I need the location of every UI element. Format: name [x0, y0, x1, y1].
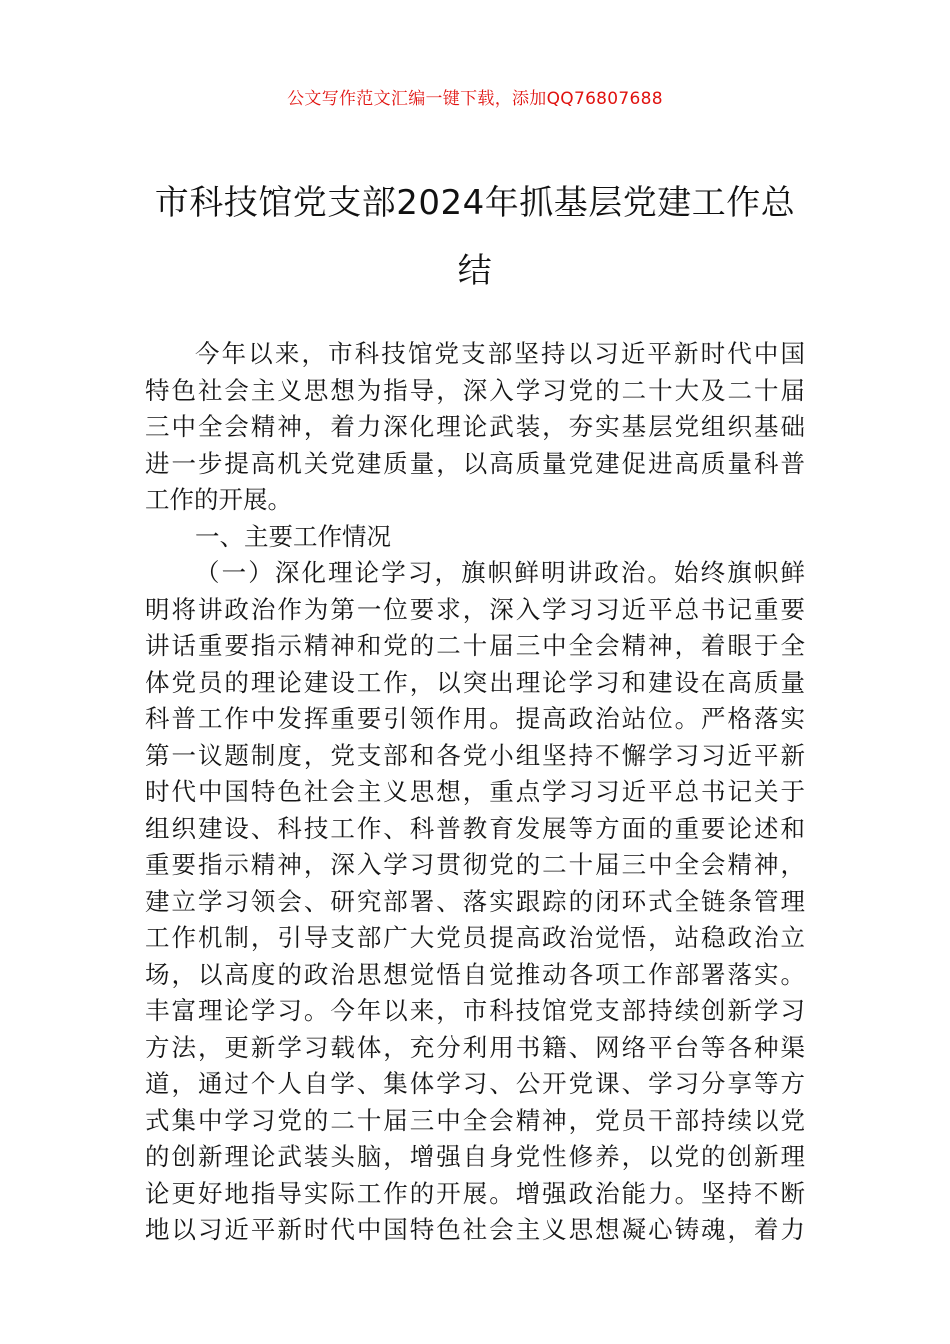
- body-line: 建立学习领会、研究部署、落实跟踪的闭环式全链条管理: [145, 886, 805, 916]
- body-line: 式集中学习党的二十届三中全会精神，党员干部持续以党: [145, 1105, 805, 1135]
- body-line: 道，通过个人自学、集体学习、公开党课、学习分享等方: [145, 1069, 805, 1098]
- body-line: 时代中国特色社会主义思想，重点学习习近平总书记关于: [145, 777, 805, 806]
- subsection-heading-line: （一）深化理论学习，旗帜鲜明讲政治。始终旗帜鲜: [195, 558, 805, 587]
- body-line: 讲话重要指示精神和党的二十届三中全会精神，着眼于全: [145, 631, 805, 660]
- body-line: 体党员的理论建设工作，以突出理论学习和建设在高质量: [145, 667, 805, 697]
- body-line: 进一步提高机关党建质量，以高质量党建促进高质量科普: [145, 448, 805, 478]
- body-line: 地以习近平新时代中国特色社会主义思想凝心铸魂，着力: [145, 1215, 805, 1244]
- download-notice: 公文写作范文汇编一键下载，添加QQ76807688: [287, 89, 663, 109]
- body-line: 方法，更新学习载体，充分利用书籍、网络平台等各种渠: [145, 1032, 805, 1062]
- body-line: 工作的开展。: [145, 485, 292, 514]
- body-line: 今年以来，市科技馆党支部坚持以习近平新时代中国: [195, 339, 805, 368]
- body-line: 丰富理论学习。今年以来，市科技馆党支部持续创新学习: [145, 996, 805, 1025]
- body-line: 组织建设、科技工作、科普教育发展等方面的重要论述和: [145, 813, 805, 843]
- body-line: 论更好地指导实际工作的开展。增强政治能力。坚持不断: [145, 1178, 805, 1208]
- document-title-line-1: 市科技馆党支部2024年抓基层党建工作总: [154, 183, 796, 223]
- document-body: [145, 336, 805, 1249]
- body-line: 的创新理论武装头脑，增强自身党性修养，以党的创新理: [145, 1142, 805, 1171]
- body-line: 特色社会主义思想为指导，深入学习党的二十大及二十届: [145, 375, 805, 405]
- body-line: 三中全会精神，着力深化理论武装，夯实基层党组织基础: [145, 412, 805, 441]
- section-heading: 一、主要工作情况: [195, 521, 391, 551]
- body-line: 明将讲政治作为第一位要求，深入学习习近平总书记重要: [145, 594, 805, 624]
- body-line: 科普工作中发挥重要引领作用。提高政治站位。严格落实: [145, 704, 805, 733]
- body-line: 第一议题制度，党支部和各党小组坚持不懈学习习近平新: [145, 740, 805, 770]
- body-line: 工作机制，引导支部广大党员提高政治觉悟，站稳政治立: [145, 923, 805, 952]
- document-title-line-2: 结: [457, 251, 493, 291]
- body-line: 场，以高度的政治思想觉悟自觉推动各项工作部署落实。: [145, 959, 805, 989]
- body-line: 重要指示精神，深入学习贯彻党的二十届三中全会精神，: [145, 850, 805, 879]
